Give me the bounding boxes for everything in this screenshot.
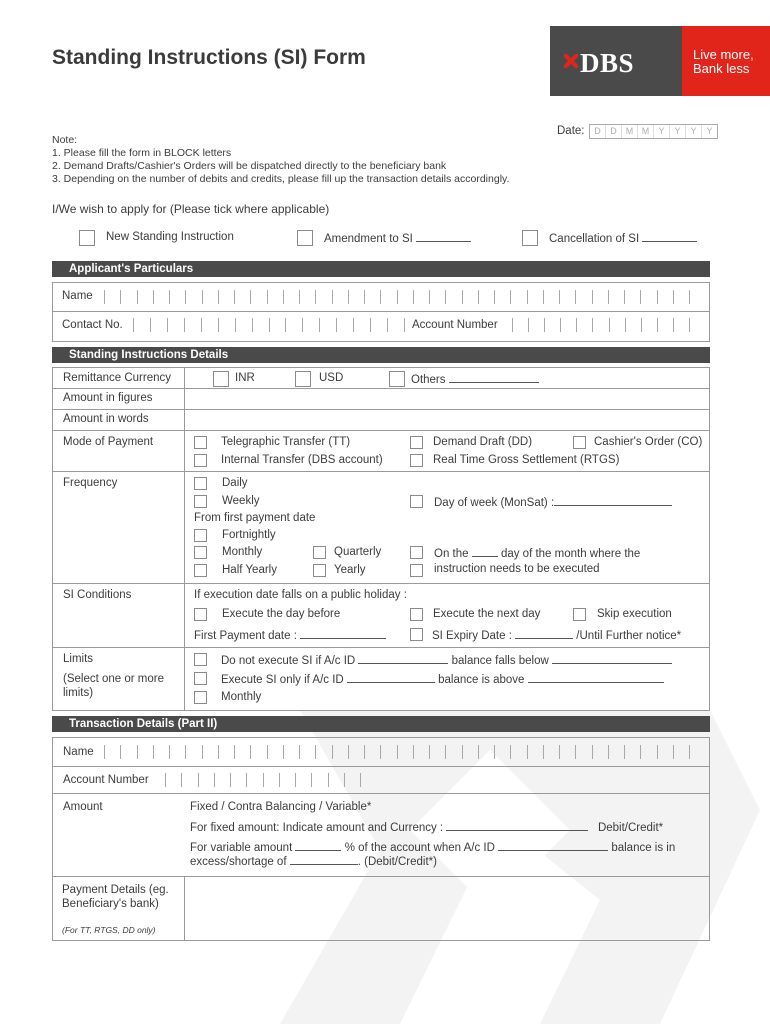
co-label: Cashier's Order (CO)	[594, 436, 703, 448]
usd-label: USD	[319, 372, 344, 384]
txn-amount-label: Amount	[63, 801, 103, 813]
si-details-section-header: Standing Instructions Details	[52, 347, 710, 363]
new-si-label: New Standing Instruction	[106, 231, 234, 243]
limit-above-label: Execute SI only if A/c ID balance is above	[221, 672, 664, 686]
txn-account-input[interactable]	[165, 773, 361, 787]
amount-words-input[interactable]	[186, 411, 708, 429]
day-of-month-label-cont: instruction needs to be executed	[434, 563, 600, 575]
execute-next-checkbox[interactable]	[410, 608, 423, 621]
apply-intro: I/We wish to apply for (Please tick where applicable)	[52, 202, 330, 216]
payment-details-note: (For TT, RTGS, DD only)	[62, 925, 156, 935]
txn-name-label: Name	[63, 746, 94, 758]
date-label: Date:	[557, 125, 585, 137]
page-title: Standing Instructions (SI) Form	[52, 46, 366, 69]
from-first-payment-label: From first payment date	[194, 512, 316, 524]
co-checkbox[interactable]	[573, 436, 586, 449]
limit-below-checkbox[interactable]	[194, 653, 207, 666]
frequency-label: Frequency	[63, 477, 118, 489]
weekly-label: Weekly	[222, 495, 260, 507]
applicant-name-label: Name	[62, 290, 93, 302]
new-si-checkbox[interactable]	[79, 230, 95, 246]
quarterly-label: Quarterly	[334, 546, 382, 558]
remittance-currency-label: Remittance Currency	[63, 372, 172, 384]
account-number-input[interactable]	[512, 318, 690, 332]
inr-checkbox[interactable]	[213, 371, 229, 387]
si-expiry-checkbox[interactable]	[410, 628, 423, 641]
tagline-panel	[682, 26, 770, 96]
amount-type-options: Fixed / Contra Balancing / Variable*	[190, 801, 372, 813]
dbs-logo	[550, 26, 682, 96]
amount-words-label: Amount in words	[63, 413, 149, 425]
half-yearly-label: Half Yearly	[222, 564, 277, 576]
rtgs-checkbox[interactable]	[410, 454, 423, 467]
fortnightly-checkbox[interactable]	[194, 529, 207, 542]
execute-before-label: Execute the day before	[222, 608, 341, 620]
monthly-label: Monthly	[222, 546, 263, 558]
day-of-week-label: Day of week (MonSat) :	[434, 495, 672, 509]
excess-shortage-field[interactable]: excess/shortage of . (Debit/Credit*)	[190, 856, 437, 868]
payment-details-label: Payment Details (eg. Beneficiary's bank)	[62, 884, 169, 910]
txn-account-label: Account Number	[63, 774, 149, 786]
limit-monthly-label: Monthly	[221, 691, 262, 703]
cancel-si-checkbox[interactable]	[522, 230, 538, 246]
limit-monthly-checkbox[interactable]	[194, 691, 207, 704]
execute-next-label: Execute the next day	[433, 608, 541, 620]
internal-transfer-checkbox[interactable]	[194, 454, 207, 467]
usd-checkbox[interactable]	[295, 371, 311, 387]
quarterly-checkbox[interactable]	[313, 546, 326, 559]
amend-si-checkbox[interactable]	[297, 230, 313, 246]
si-conditions-label: SI Conditions	[63, 589, 132, 601]
limits-sub-label: (Select one or more limits)	[63, 673, 164, 699]
payment-details-input[interactable]	[186, 878, 708, 939]
note-item: 2. Demand Drafts/Cashier's Orders will be dispatched directly to the beneficiary bank	[52, 160, 447, 172]
mode-of-payment-label: Mode of Payment	[63, 436, 154, 448]
execute-before-checkbox[interactable]	[194, 608, 207, 621]
dbs-star-icon	[564, 54, 578, 68]
yearly-label: Yearly	[334, 564, 366, 576]
amount-figures-label: Amount in figures	[63, 392, 153, 404]
limits-label: Limits	[63, 653, 94, 665]
amount-figures-input[interactable]	[186, 390, 708, 408]
txn-name-input[interactable]	[104, 745, 690, 759]
holiday-label: If execution date falls on a public holiday :	[194, 589, 407, 601]
monthly-checkbox[interactable]	[194, 546, 207, 559]
note-item: 1. Please fill the form in BLOCK letters	[52, 147, 232, 159]
tagline-line-1: Live more,	[693, 47, 754, 62]
amend-si-label: Amendment to SI	[324, 231, 471, 245]
dbs-logo-text: DBS	[580, 48, 635, 78]
limit-below-label: Do not execute SI if A/c ID balance falls below	[221, 653, 672, 667]
note-heading: Note:	[52, 134, 78, 146]
tt-checkbox[interactable]	[194, 436, 207, 449]
rtgs-label: Real Time Gross Settlement (RTGS)	[433, 454, 620, 466]
si-expiry-field[interactable]: SI Expiry Date : /Until Further notice*	[432, 630, 682, 642]
fixed-amount-field[interactable]: For fixed amount: Indicate amount and Currency : Debit/Credit*	[190, 822, 664, 834]
daily-label: Daily	[222, 477, 248, 489]
date-input[interactable]: D D M M Y Y Y Y	[589, 124, 718, 139]
skip-execution-label: Skip execution	[597, 608, 672, 620]
others-checkbox[interactable]	[389, 371, 405, 387]
weekly-checkbox[interactable]	[194, 495, 207, 508]
half-yearly-checkbox[interactable]	[194, 564, 207, 577]
limit-above-checkbox[interactable]	[194, 672, 207, 685]
skip-execution-checkbox[interactable]	[573, 608, 586, 621]
dd-checkbox[interactable]	[410, 436, 423, 449]
contact-input[interactable]	[133, 318, 405, 332]
cancel-si-label: Cancellation of SI	[549, 231, 697, 245]
applicant-section-header: Applicant's Particulars	[52, 261, 710, 277]
tagline-line-2: Bank less	[693, 61, 750, 76]
daily-checkbox[interactable]	[194, 477, 207, 490]
day-of-week-checkbox[interactable]	[410, 495, 423, 508]
note-item: 3. Depending on the number of debits and credits, please fill up the transaction details accordingly.	[52, 173, 510, 185]
account-number-label: Account Number	[412, 319, 498, 331]
day-of-month-checkbox[interactable]	[410, 546, 423, 559]
dd-label: Demand Draft (DD)	[433, 436, 533, 448]
instruction-executed-checkbox[interactable]	[410, 564, 423, 577]
contact-label: Contact No.	[62, 319, 123, 331]
transaction-section-header: Transaction Details (Part II)	[52, 716, 710, 732]
fortnightly-label: Fortnightly	[222, 529, 276, 541]
inr-label: INR	[235, 372, 255, 384]
internal-transfer-label: Internal Transfer (DBS account)	[221, 454, 383, 466]
day-of-month-label: On the day of the month where the	[434, 548, 641, 560]
applicant-name-input[interactable]	[104, 290, 690, 304]
first-payment-date-field[interactable]: First Payment date :	[194, 628, 386, 642]
tt-label: Telegraphic Transfer (TT)	[221, 436, 351, 448]
variable-amount-field[interactable]: For variable amount % of the account when A/c ID balance is in	[190, 842, 676, 854]
yearly-checkbox[interactable]	[313, 564, 326, 577]
others-label: Others	[411, 372, 539, 386]
